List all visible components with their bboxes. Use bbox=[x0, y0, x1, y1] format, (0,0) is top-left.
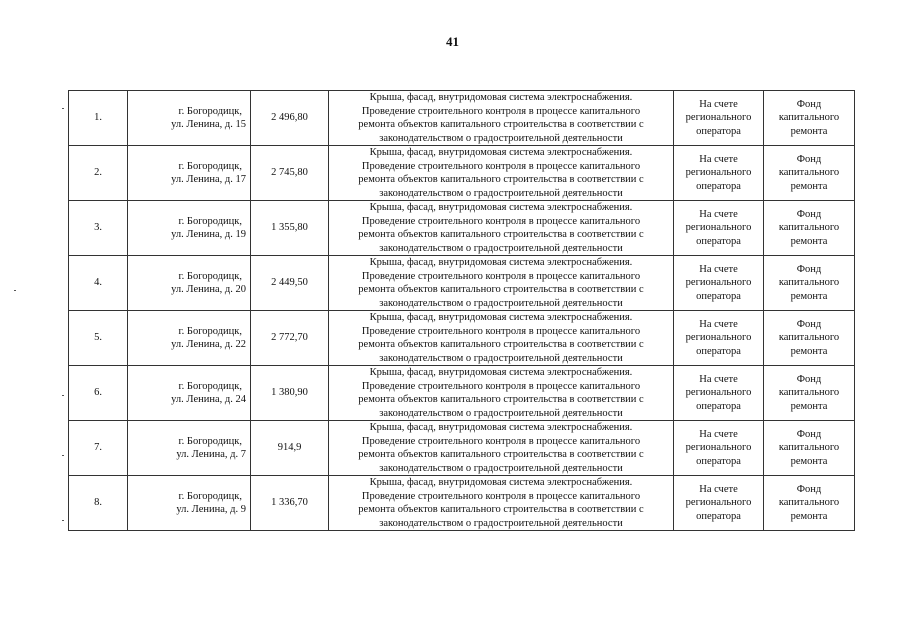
works-description-line: ремонта объектов капитального строительства в соответствии с bbox=[358, 394, 644, 405]
row-number-cell: 1. bbox=[69, 91, 128, 146]
address-street: ул. Ленина, д. 22 bbox=[171, 339, 246, 350]
area-cell: 914,9 bbox=[251, 421, 329, 476]
table-row bbox=[69, 146, 855, 201]
works-description-line: Проведение строительного контроля в процессе капитального bbox=[361, 435, 641, 447]
area-cell: 1 380,90 bbox=[251, 366, 329, 421]
works-description-line: законодательством о градостроительной деятельности bbox=[379, 242, 623, 254]
funding-source-cell bbox=[764, 91, 855, 146]
address-cell bbox=[128, 421, 251, 476]
works-description-line: Крыша, фасад, внутридомовая система электроснабжения. bbox=[369, 367, 633, 378]
works-description-line: ремонта объектов капитального строительства в соответствии с bbox=[358, 119, 644, 130]
funding-source-line: капитального bbox=[778, 222, 840, 234]
area-cell: 2 449,50 bbox=[251, 256, 329, 311]
area-cell: 2 772,70 bbox=[251, 311, 329, 366]
funding-source-line: Фонд bbox=[796, 373, 822, 385]
table-row bbox=[69, 91, 855, 146]
works-description-line: Проведение строительного контроля в процессе капитального bbox=[361, 160, 641, 172]
address-street: ул. Ленина, д. 20 bbox=[171, 284, 246, 295]
table-row bbox=[69, 311, 855, 366]
table-row bbox=[69, 421, 855, 476]
account-method-line: регионального bbox=[685, 442, 752, 454]
row-number-cell: 4. bbox=[69, 256, 128, 311]
account-method-cell bbox=[674, 201, 764, 256]
funding-source-line: капитального bbox=[778, 167, 840, 179]
works-description-line: Крыша, фасад, внутридомовая система электроснабжения. bbox=[369, 422, 633, 433]
account-method-line: оператора bbox=[696, 125, 741, 137]
table-row bbox=[69, 201, 855, 256]
account-method-line: оператора bbox=[696, 455, 741, 467]
funding-source-cell bbox=[764, 421, 855, 476]
account-method-line: регионального bbox=[685, 332, 752, 344]
row-number-cell: 3. bbox=[69, 201, 128, 256]
account-method-cell bbox=[674, 311, 764, 366]
row-number-cell: 6. bbox=[69, 366, 128, 421]
area-cell: 1 336,70 bbox=[251, 476, 329, 531]
funding-source-line: ремонта bbox=[790, 180, 828, 192]
table-row bbox=[69, 366, 855, 421]
address-cell bbox=[128, 201, 251, 256]
works-description-line: законодательством о градостроительной деятельности bbox=[379, 132, 623, 144]
funding-source-line: Фонд bbox=[796, 153, 822, 165]
row-number-cell: 8. bbox=[69, 476, 128, 531]
works-description-line: Крыша, фасад, внутридомовая система электроснабжения. bbox=[369, 257, 633, 268]
works-description-line: ремонта объектов капитального строительства в соответствии с bbox=[358, 504, 644, 515]
works-description-line: ремонта объектов капитального строительства в соответствии с bbox=[358, 174, 644, 185]
address-city: г. Богородицк, bbox=[178, 490, 242, 502]
account-method-line: На счете bbox=[699, 483, 738, 495]
address-city: г. Богородицк, bbox=[178, 435, 242, 447]
works-description-line: Проведение строительного контроля в процессе капитального bbox=[361, 215, 641, 227]
table-body bbox=[69, 91, 855, 531]
area-cell: 2 496,80 bbox=[251, 91, 329, 146]
funding-source-line: Фонд bbox=[796, 318, 822, 330]
address-city: г. Богородицк, bbox=[178, 270, 242, 282]
works-description-line: законодательством о градостроительной деятельности bbox=[379, 407, 623, 419]
works-description-cell bbox=[329, 91, 674, 146]
works-description-line: Крыша, фасад, внутридомовая система электроснабжения. bbox=[369, 147, 633, 158]
funding-source-cell bbox=[764, 256, 855, 311]
address-street: ул. Ленина, д. 15 bbox=[171, 119, 246, 130]
funding-source-line: Фонд bbox=[796, 428, 822, 440]
funding-source-line: капитального bbox=[778, 277, 840, 289]
works-description-line: ремонта объектов капитального строительства в соответствии с bbox=[358, 284, 644, 295]
account-method-line: регионального bbox=[685, 277, 752, 289]
funding-source-line: ремонта bbox=[790, 455, 828, 467]
account-method-line: оператора bbox=[696, 345, 741, 357]
funding-source-cell bbox=[764, 476, 855, 531]
table-row bbox=[69, 476, 855, 531]
row-number-cell: 7. bbox=[69, 421, 128, 476]
account-method-line: На счете bbox=[699, 318, 738, 330]
account-method-line: оператора bbox=[696, 510, 741, 522]
row-number-cell: 2. bbox=[69, 146, 128, 201]
works-description-line: Крыша, фасад, внутридомовая система электроснабжения. bbox=[369, 92, 633, 103]
address-cell bbox=[128, 146, 251, 201]
scan-speck bbox=[62, 455, 64, 456]
works-description-cell bbox=[329, 146, 674, 201]
row-number-cell: 5. bbox=[69, 311, 128, 366]
works-description-cell bbox=[329, 476, 674, 531]
works-description-line: законодательством о градостроительной деятельности bbox=[379, 352, 623, 364]
address-street: ул. Ленина, д. 19 bbox=[171, 229, 246, 240]
funding-source-line: капитального bbox=[778, 442, 840, 454]
address-city: г. Богородицк, bbox=[178, 160, 242, 172]
account-method-cell bbox=[674, 421, 764, 476]
page-number: 41 bbox=[446, 34, 459, 49]
funding-source-line: ремонта bbox=[790, 510, 828, 522]
account-method-cell bbox=[674, 91, 764, 146]
works-description-line: законодательством о градостроительной деятельности bbox=[379, 462, 623, 474]
works-description-line: Проведение строительного контроля в процессе капитального bbox=[361, 490, 641, 502]
address-cell bbox=[128, 311, 251, 366]
works-description-line: ремонта объектов капитального строительства в соответствии с bbox=[358, 449, 644, 460]
works-description-line: ремонта объектов капитального строительства в соответствии с bbox=[358, 229, 644, 240]
account-method-line: На счете bbox=[699, 98, 738, 110]
account-method-line: На счете bbox=[699, 208, 738, 220]
works-description-line: Проведение строительного контроля в процессе капитального bbox=[361, 270, 641, 282]
funding-source-line: ремонта bbox=[790, 235, 828, 247]
funding-source-cell bbox=[764, 311, 855, 366]
address-street: ул. Ленина, д. 17 bbox=[171, 174, 246, 185]
funding-source-line: ремонта bbox=[790, 125, 828, 137]
scan-speck bbox=[62, 395, 64, 396]
works-description-line: ремонта объектов капитального строительства в соответствии с bbox=[358, 339, 644, 350]
account-method-line: На счете bbox=[699, 153, 738, 165]
works-description-line: Крыша, фасад, внутридомовая система электроснабжения. bbox=[369, 202, 633, 213]
address-street: ул. Ленина, д. 24 bbox=[171, 394, 246, 405]
works-description-line: законодательством о градостроительной деятельности bbox=[379, 187, 623, 199]
account-method-line: регионального bbox=[685, 387, 752, 399]
area-cell: 2 745,80 bbox=[251, 146, 329, 201]
address-city: г. Богородицк, bbox=[178, 105, 242, 117]
account-method-line: регионального bbox=[685, 167, 752, 179]
account-method-line: оператора bbox=[696, 235, 741, 247]
account-method-cell bbox=[674, 476, 764, 531]
address-city: г. Богородицк, bbox=[178, 215, 242, 227]
account-method-line: На счете bbox=[699, 263, 738, 275]
scan-speck bbox=[14, 290, 16, 291]
works-description-line: Крыша, фасад, внутридомовая система электроснабжения. bbox=[369, 477, 633, 488]
funding-source-line: Фонд bbox=[796, 263, 822, 275]
account-method-line: регионального bbox=[685, 497, 752, 509]
works-description-cell bbox=[329, 366, 674, 421]
address-city: г. Богородицк, bbox=[178, 325, 242, 337]
area-cell: 1 355,80 bbox=[251, 201, 329, 256]
funding-source-line: Фонд bbox=[796, 483, 822, 495]
funding-source-cell bbox=[764, 366, 855, 421]
works-description-line: законодательством о градостроительной деятельности bbox=[379, 517, 623, 529]
account-method-cell bbox=[674, 146, 764, 201]
account-method-cell bbox=[674, 256, 764, 311]
address-cell bbox=[128, 256, 251, 311]
funding-source-line: ремонта bbox=[790, 290, 828, 302]
funding-source-line: капитального bbox=[778, 112, 840, 124]
account-method-line: регионального bbox=[685, 222, 752, 234]
address-cell bbox=[128, 91, 251, 146]
account-method-line: оператора bbox=[696, 400, 741, 412]
address-street: ул. Ленина, д. 9 bbox=[176, 504, 246, 515]
account-method-line: На счете bbox=[699, 428, 738, 440]
account-method-line: На счете bbox=[699, 373, 738, 385]
funding-source-line: Фонд bbox=[796, 208, 822, 220]
works-description-cell bbox=[329, 256, 674, 311]
works-description-cell bbox=[329, 201, 674, 256]
repair-works-table bbox=[68, 90, 855, 531]
account-method-line: оператора bbox=[696, 180, 741, 192]
funding-source-line: Фонд bbox=[796, 98, 822, 110]
funding-source-cell bbox=[764, 146, 855, 201]
works-description-line: Крыша, фасад, внутридомовая система электроснабжения. bbox=[369, 312, 633, 323]
funding-source-line: ремонта bbox=[790, 400, 828, 412]
funding-source-cell bbox=[764, 201, 855, 256]
account-method-cell bbox=[674, 366, 764, 421]
account-method-line: оператора bbox=[696, 290, 741, 302]
scan-speck bbox=[62, 520, 64, 521]
address-cell bbox=[128, 476, 251, 531]
address-cell bbox=[128, 366, 251, 421]
works-description-line: Проведение строительного контроля в процессе капитального bbox=[361, 105, 641, 117]
scan-speck bbox=[62, 108, 64, 109]
funding-source-line: капитального bbox=[778, 332, 840, 344]
works-description-line: законодательством о градостроительной деятельности bbox=[379, 297, 623, 309]
works-description-line: Проведение строительного контроля в процессе капитального bbox=[361, 325, 641, 337]
works-description-line: Проведение строительного контроля в процессе капитального bbox=[361, 380, 641, 392]
works-description-cell bbox=[329, 311, 674, 366]
address-street: ул. Ленина, д. 7 bbox=[176, 449, 246, 460]
address-city: г. Богородицк, bbox=[178, 380, 242, 392]
table-row bbox=[69, 256, 855, 311]
funding-source-line: ремонта bbox=[790, 345, 828, 357]
account-method-line: регионального bbox=[685, 112, 752, 124]
funding-source-line: капитального bbox=[778, 387, 840, 399]
funding-source-line: капитального bbox=[778, 497, 840, 509]
works-description-cell bbox=[329, 421, 674, 476]
